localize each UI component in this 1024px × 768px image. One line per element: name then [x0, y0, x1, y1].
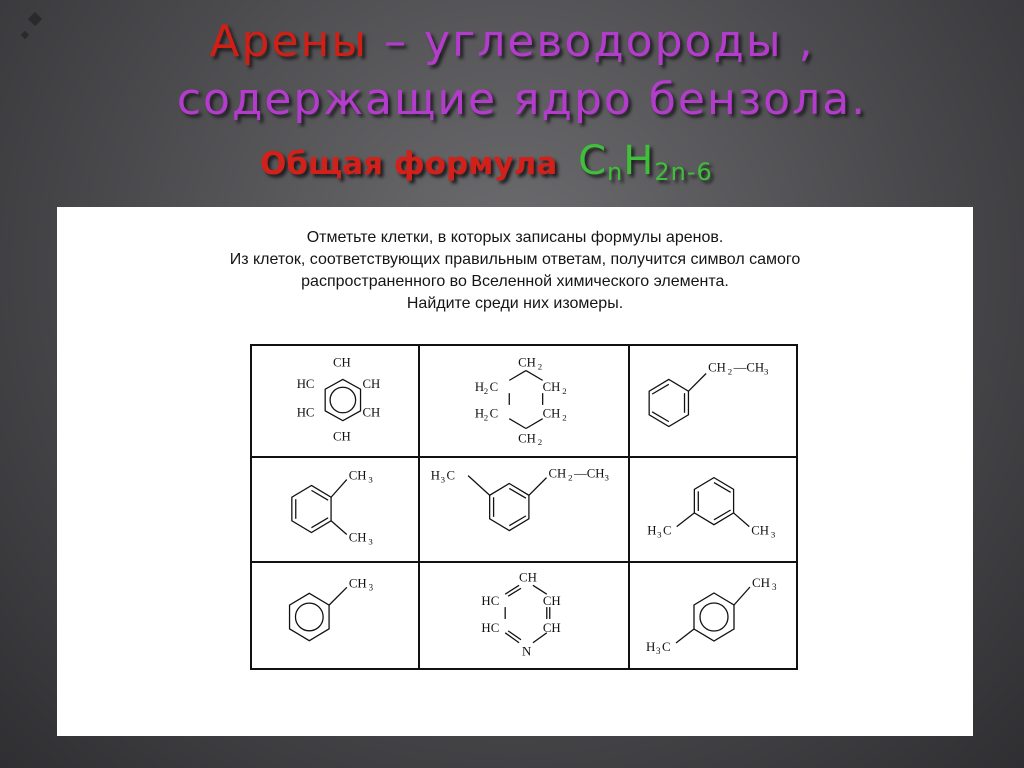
benzene-structure	[252, 346, 418, 456]
atom-label: —CH	[733, 360, 765, 375]
atom-label: H	[474, 380, 485, 395]
m-xylene-structure	[630, 458, 796, 561]
atom-label: 2	[483, 386, 489, 397]
atom-label: 3	[772, 582, 777, 592]
atom-label: 2	[562, 412, 567, 423]
pyridine-structure	[420, 563, 628, 668]
grid-cell-cyclohexane[interactable]	[420, 346, 630, 458]
atom-label: CH	[333, 355, 351, 370]
grid-cell-o-xylene[interactable]	[252, 458, 420, 563]
formula-label: Общая формула	[260, 146, 558, 182]
atom-label: HC	[296, 377, 315, 392]
general-formula	[578, 138, 713, 184]
atom-label: H	[646, 639, 656, 654]
atom-label: 2	[727, 366, 733, 377]
title-dash: –	[368, 16, 425, 67]
task-panel	[57, 207, 973, 736]
atom-label: C	[662, 523, 672, 538]
atom-label: CH	[348, 530, 367, 545]
slide-title-line1	[0, 16, 1024, 67]
toluene-structure	[252, 563, 418, 668]
grid-cell-3-ethyltoluene[interactable]	[420, 458, 630, 563]
atom-label: 3	[657, 529, 662, 540]
3-ethyltoluene-structure	[420, 458, 628, 561]
general-formula-line	[260, 138, 713, 186]
atom-label: CH	[542, 620, 561, 635]
grid-cell-m-xylene[interactable]	[630, 458, 796, 563]
grid-cell-benzene[interactable]	[252, 346, 420, 458]
instruction-line: распространенного во Вселенной химического элемента.	[301, 273, 729, 290]
atom-label: N	[522, 644, 532, 659]
p-xylene-structure	[630, 563, 796, 668]
atom-label: 2	[562, 386, 567, 397]
atom-label: 2	[483, 412, 489, 423]
ethylbenzene-structure	[630, 346, 796, 456]
atom-label: H	[647, 523, 657, 538]
atom-label: CH	[542, 406, 561, 421]
atom-label: 2	[537, 437, 543, 448]
atom-label: CH	[542, 380, 561, 395]
atom-label: HC	[481, 594, 500, 609]
grid-cell-p-xylene[interactable]	[630, 563, 796, 668]
atom-label: CH	[362, 405, 381, 420]
formula-h: H	[623, 138, 655, 184]
atom-label: 3	[368, 582, 374, 593]
atom-label: 3	[604, 472, 609, 483]
instruction-line: Из клеток, соответствующих правильным ответам, получится символ самого	[229, 251, 801, 268]
instruction-line: Найдите среди них изомеры.	[406, 295, 624, 312]
atom-label: CH	[518, 431, 536, 446]
atom-label: CH	[519, 570, 537, 585]
atom-label: CH	[348, 576, 367, 591]
cyclohexane-structure	[420, 346, 628, 456]
atom-label: H	[474, 406, 485, 421]
atom-label: C	[489, 380, 499, 395]
atom-label: CH	[752, 575, 771, 590]
atom-label: CH	[548, 466, 567, 481]
atom-label: CH	[362, 377, 381, 392]
grid-cell-toluene[interactable]	[252, 563, 420, 668]
atom-label: 2	[537, 361, 543, 372]
formula-c: C	[578, 138, 608, 184]
grid-cell-pyridine[interactable]	[420, 563, 630, 668]
atom-label: 3	[440, 474, 446, 485]
atom-label: CH	[333, 429, 351, 444]
title-hydrocarbons: углеводороды ,	[424, 16, 815, 67]
instruction-line: Отметьте клетки, в которых записаны формулы аренов.	[306, 229, 724, 246]
atom-label: CH	[751, 523, 769, 538]
title-arenes: Арены	[209, 16, 369, 67]
atom-label: 3	[656, 646, 661, 656]
atom-label: C	[662, 639, 671, 654]
atom-label: C	[446, 468, 456, 483]
atom-label: —CH	[574, 466, 605, 481]
atom-label: 3	[368, 474, 373, 485]
atom-label: HC	[481, 620, 500, 635]
atom-label: C	[489, 406, 499, 421]
atom-label: CH	[348, 468, 367, 483]
formula-h-sub: 2n-6	[654, 158, 713, 186]
atom-label: H	[430, 468, 441, 483]
atom-label: CH	[708, 360, 726, 375]
grid-cell-ethylbenzene[interactable]	[630, 346, 796, 458]
slide-title-line2: содержащие ядро бензола.	[176, 74, 868, 125]
atom-label: 3	[368, 536, 373, 547]
atom-label: 3	[770, 529, 776, 540]
task-instructions	[57, 227, 973, 315]
atom-label: CH	[542, 594, 561, 609]
atom-label: 3	[764, 366, 769, 377]
atom-label: 2	[568, 472, 573, 483]
o-xylene-structure	[252, 458, 418, 561]
formula-grid	[250, 344, 798, 670]
formula-c-sub: n	[607, 158, 624, 186]
atom-label: HC	[296, 405, 315, 420]
atom-label: CH	[518, 355, 536, 370]
